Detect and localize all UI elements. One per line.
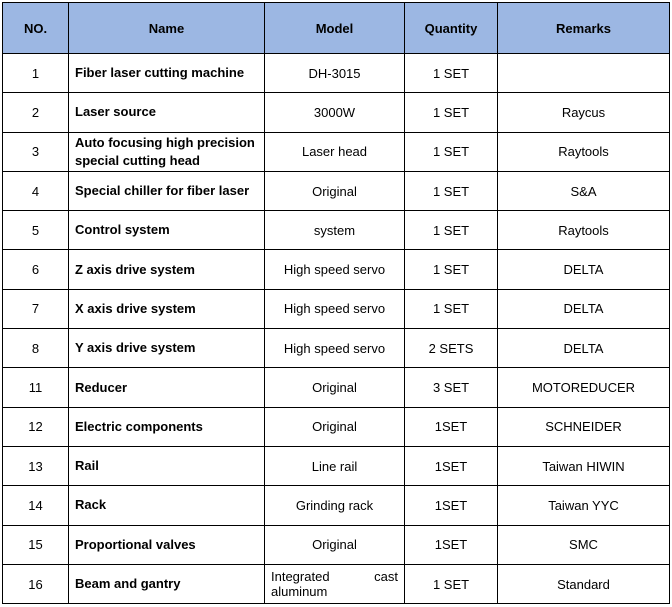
table-row xyxy=(3,289,670,328)
cell-no: 13 xyxy=(3,446,69,485)
cell-model: system xyxy=(265,211,405,250)
cell-quantity: 3 SET xyxy=(405,368,498,407)
cell-name: Reducer xyxy=(69,368,265,407)
cell-no: 8 xyxy=(3,329,69,368)
cell-remarks xyxy=(498,54,670,93)
cell-quantity: 1SET xyxy=(405,407,498,446)
cell-model: High speed servo xyxy=(265,329,405,368)
table-row xyxy=(3,54,670,93)
cell-no: 6 xyxy=(3,250,69,289)
table-row xyxy=(3,525,670,564)
cell-no: 4 xyxy=(3,171,69,210)
cell-quantity: 1 SET xyxy=(405,171,498,210)
cell-model xyxy=(265,564,405,603)
table-row xyxy=(3,407,670,446)
cell-quantity: 1 SET xyxy=(405,132,498,171)
cell-model: Line rail xyxy=(265,446,405,485)
table-row xyxy=(3,132,670,171)
header-no: NO. xyxy=(3,3,69,54)
cell-name: Fiber laser cutting machine xyxy=(69,54,265,93)
cell-quantity: 1 SET xyxy=(405,564,498,603)
cell-no: 5 xyxy=(3,211,69,250)
cell-model: Original xyxy=(265,407,405,446)
cell-name: Control system xyxy=(69,211,265,250)
cell-no: 12 xyxy=(3,407,69,446)
cell-name: Beam and gantry xyxy=(69,564,265,603)
cell-remarks: DELTA xyxy=(498,329,670,368)
cell-quantity: 1 SET xyxy=(405,289,498,328)
table-row xyxy=(3,171,670,210)
cell-no: 7 xyxy=(3,289,69,328)
cell-model-line1: Integrated cast xyxy=(271,569,398,584)
cell-quantity: 1 SET xyxy=(405,93,498,132)
cell-remarks: Taiwan HIWIN xyxy=(498,446,670,485)
cell-name: Special chiller for fiber laser xyxy=(69,171,265,210)
cell-remarks: Raytools xyxy=(498,132,670,171)
cell-quantity: 1SET xyxy=(405,486,498,525)
cell-quantity: 1SET xyxy=(405,525,498,564)
cell-name: Laser source xyxy=(69,93,265,132)
cell-model: Laser head xyxy=(265,132,405,171)
cell-remarks: Raycus xyxy=(498,93,670,132)
cell-no: 16 xyxy=(3,564,69,603)
table-row xyxy=(3,446,670,485)
cell-name: Y axis drive system xyxy=(69,329,265,368)
cell-remarks: Raytools xyxy=(498,211,670,250)
cell-quantity: 1 SET xyxy=(405,54,498,93)
cell-model: 3000W xyxy=(265,93,405,132)
cell-remarks: DELTA xyxy=(498,250,670,289)
cell-remarks: SMC xyxy=(498,525,670,564)
cell-quantity: 1 SET xyxy=(405,211,498,250)
cell-name: Rail xyxy=(69,446,265,485)
cell-name: Rack xyxy=(69,486,265,525)
cell-remarks: Standard xyxy=(498,564,670,603)
spec-table xyxy=(2,2,670,604)
table-row xyxy=(3,564,670,603)
cell-name: Auto focusing high precision special cutting head xyxy=(69,132,265,171)
cell-quantity: 1 SET xyxy=(405,250,498,289)
cell-model-line2: aluminum xyxy=(271,584,328,599)
table-row xyxy=(3,211,670,250)
table-row xyxy=(3,368,670,407)
cell-model: Original xyxy=(265,368,405,407)
cell-name: Z axis drive system xyxy=(69,250,265,289)
cell-no: 1 xyxy=(3,54,69,93)
cell-model: High speed servo xyxy=(265,289,405,328)
table-body xyxy=(3,54,670,604)
cell-no: 14 xyxy=(3,486,69,525)
cell-model-text xyxy=(271,569,398,599)
cell-remarks: Taiwan YYC xyxy=(498,486,670,525)
header-quantity: Quantity xyxy=(405,3,498,54)
table-row xyxy=(3,329,670,368)
cell-model: Grinding rack xyxy=(265,486,405,525)
cell-name: Electric components xyxy=(69,407,265,446)
cell-remarks: MOTOREDUCER xyxy=(498,368,670,407)
header-model: Model xyxy=(265,3,405,54)
table-header xyxy=(3,3,670,54)
table-row xyxy=(3,486,670,525)
cell-no: 15 xyxy=(3,525,69,564)
cell-remarks: SCHNEIDER xyxy=(498,407,670,446)
table-row xyxy=(3,93,670,132)
cell-remarks: S&A xyxy=(498,171,670,210)
cell-model: Original xyxy=(265,525,405,564)
cell-model: High speed servo xyxy=(265,250,405,289)
header-remarks: Remarks xyxy=(498,3,670,54)
table-row xyxy=(3,250,670,289)
header-name: Name xyxy=(69,3,265,54)
cell-remarks: DELTA xyxy=(498,289,670,328)
cell-name: X axis drive system xyxy=(69,289,265,328)
cell-no: 11 xyxy=(3,368,69,407)
cell-no: 3 xyxy=(3,132,69,171)
cell-quantity: 1SET xyxy=(405,446,498,485)
cell-name: Proportional valves xyxy=(69,525,265,564)
cell-model: Original xyxy=(265,171,405,210)
cell-model: DH-3015 xyxy=(265,54,405,93)
cell-no: 2 xyxy=(3,93,69,132)
header-row xyxy=(3,3,670,54)
cell-quantity: 2 SETS xyxy=(405,329,498,368)
